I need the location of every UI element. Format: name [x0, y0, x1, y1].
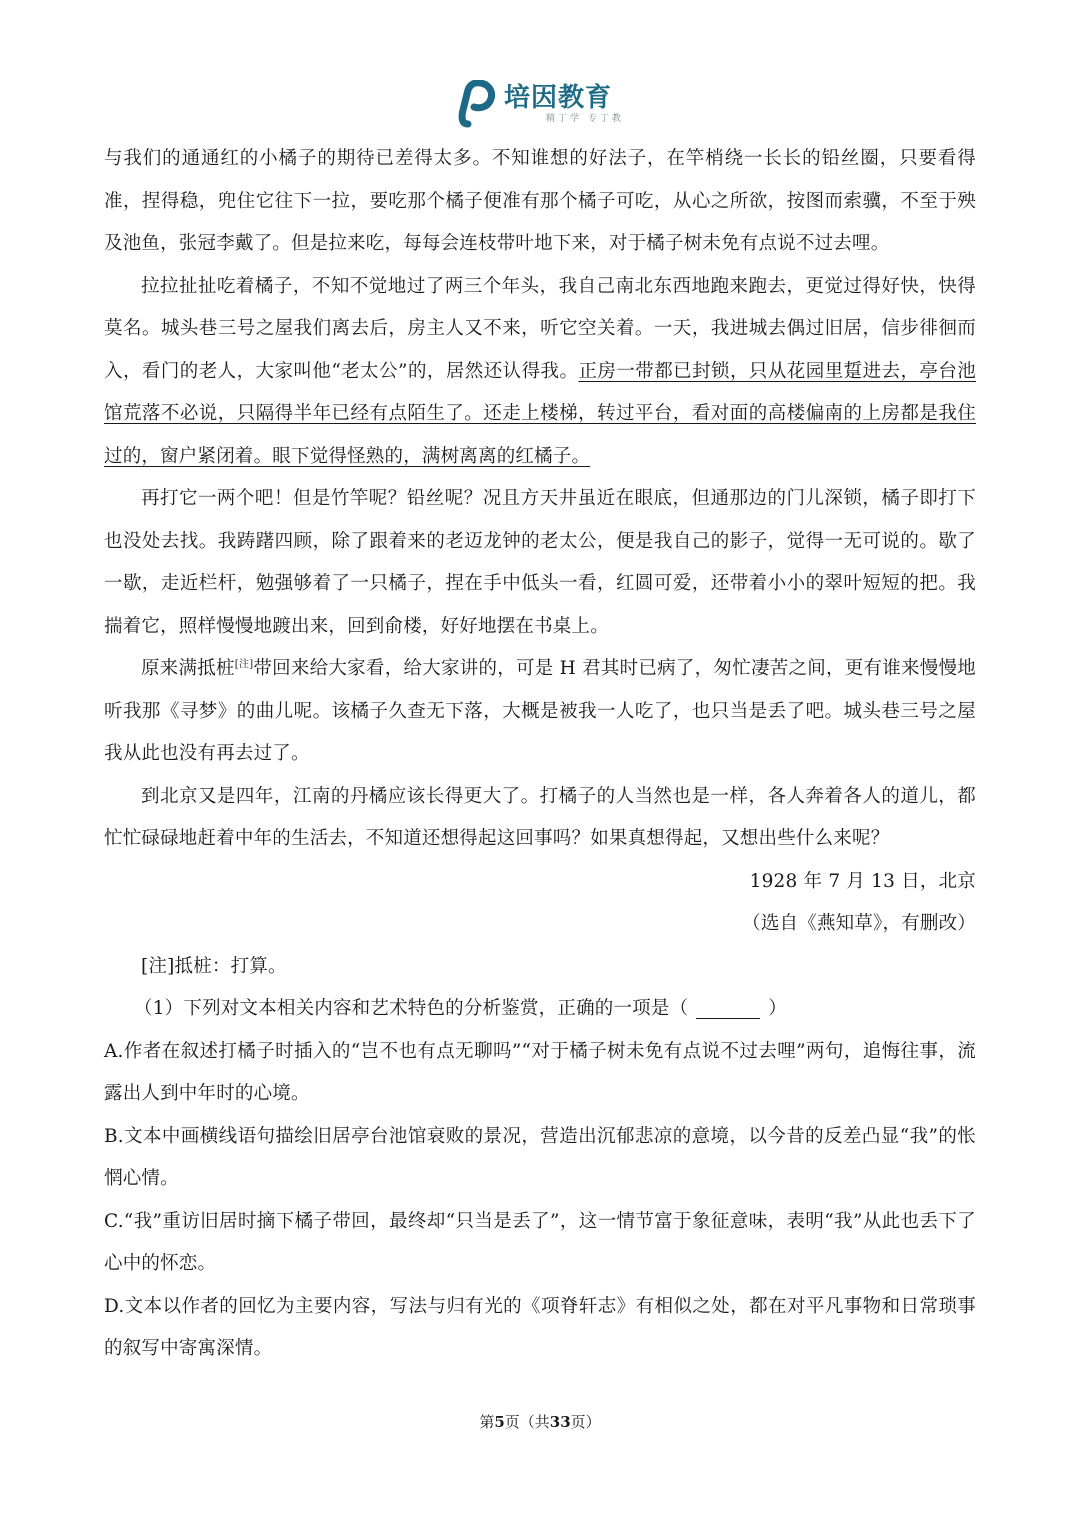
footer-middle: 页（共 [504, 1413, 550, 1431]
page-number: 5 [494, 1413, 505, 1431]
option-d: D.文本以作者的回忆为主要内容，写法与归有光的《项脊轩志》有相似之处，都在对平凡事物和日常琐事的叙写中寄寓深情。 [104, 1295, 976, 1359]
footer-prefix: 第 [479, 1413, 495, 1431]
option-c: C.“我”重访旧居时摘下橘子带回，最终却“只当是丢了”，这一情节富于象征意味，表明“我”从此也丢下了心中的怀恋。 [104, 1210, 976, 1274]
paragraph-5: 到北京又是四年，江南的丹橘应该长得更大了。打橘子的人当然也是一样，各人奔着各人的道儿，都忙忙碌碌地赶着中年的生活去，不知道还想得起这回事吗？如果真想得起，又想出些什么来呢？ [104, 785, 976, 849]
header-logo [458, 80, 624, 128]
option-b: B.文本中画横线语句描绘旧居亭台池馆衰败的景况，营造出沉郁悲凉的意境，以今昔的反差凸显“我”的怅惘心情。 [104, 1125, 976, 1189]
footnote: [注]抵桩：打算。 [141, 955, 287, 977]
footer-suffix: 页） [570, 1413, 601, 1431]
total-pages: 33 [549, 1413, 571, 1431]
paragraph-4-rest: 带回来给大家看，给大家讲的，可是 H 君其时已病了，匆忙凄苦之间，更有谁来慢慢地听我那《寻梦》的曲儿呢。该橘子久查无下落，大概是被我一人吃了，也只当是丢了吧。城头巷三号之屋我从此也没有再去过了。 [104, 658, 976, 764]
paragraph-4 [104, 648, 976, 776]
footnote-marker: [注] [234, 658, 254, 670]
paragraph-1: 与我们的通通红的小橘子的期待已差得太多。不知谁想的好法子，在竿梢绕一长长的铅丝圈，只要看得准，捏得稳，兜住它往下一拉，要吃那个橘子便准有那个橘子可吃，从心之所欲，按图而索骥，不至于殃及池鱼，张冠李戴了。但是拉来吃，每每会连枝带叶地下来，对于橘子树未免有点说不过去哩。 [104, 148, 976, 254]
underlined-sentence: 正房一带都已封锁，只从花园里踅进去，亭台池馆荒落不必说，只隔得半年已经有点陌生了。还走上楼梯，转过平台，看对面的高楼偏南的上房都是我住过的，窗户紧闭着。眼下觉得怪熟的，满树离离的红橘子。 [104, 360, 976, 467]
page-footer [0, 1411, 1080, 1432]
source-citation: （选自《燕知草》，有删改） [742, 913, 976, 934]
paragraph-4-start: 原来满抵桩 [141, 658, 235, 679]
question-stem-text: （1）下列对文本相关内容和艺术特色的分析鉴赏，正确的一项是（ [134, 998, 689, 1019]
question-stem [104, 988, 976, 1031]
paragraph-2 [104, 266, 976, 479]
answer-blank[interactable] [696, 1000, 760, 1019]
document-body [104, 138, 976, 1371]
option-a: A.作者在叙述打橘子时插入的“岂不也有点无聊吗”“对于橘子树未免有点说不过去哩”两句，追悔往事，流露出人到中年时的心境。 [104, 1040, 976, 1104]
paragraph-2-plain: 拉拉扯扯吃着橘子，不知不觉地过了两三个年头，我自己南北东西地跑来跑去，更觉过得好快，快得莫名。城头巷三号之屋我们离去后，房主人又不来，听它空关着。一天，我进城去偶过旧居，信步徘徊而入，看门的老人，大家叫他“老太公”的，居然还认得我。 [104, 275, 976, 382]
date-place: 1928 年 7 月 13 日，北京 [749, 870, 976, 892]
logo-slogan: 精丁学 专丁教 [546, 114, 624, 124]
paragraph-3: 再打它一两个吧！但是竹竿呢？铅丝呢？况且方天井虽近在眼底，但通那边的门儿深锁，橘子即打下也没处去找。我踌躇四顾，除了跟着来的老迈龙钟的老太公，便是我自己的影子，觉得一无可说的。歇了一歇，走近栏杆，勉强够着了一只橘子，捏在手中低头一看，红圆可爱，还带着小小的翠叶短短的把。我揣着它，照样慢慢地踱出来，回到俞楼，好好地摆在书桌上。 [104, 488, 976, 637]
logo-title: 培因教育 [504, 83, 613, 113]
p-logo-icon [458, 80, 496, 128]
question-stem-close: ） [768, 998, 787, 1019]
